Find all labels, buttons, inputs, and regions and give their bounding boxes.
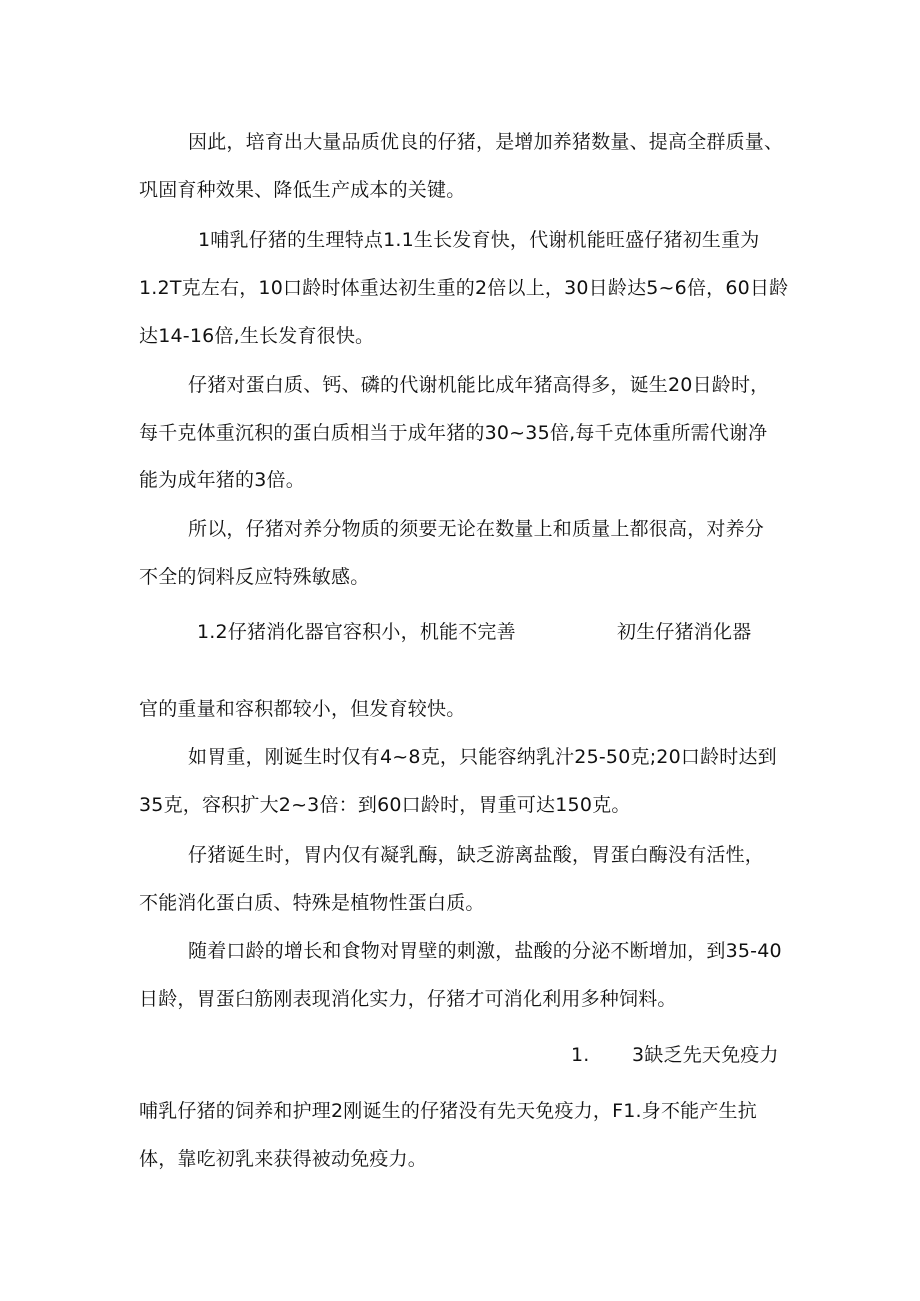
text-line: 如胃重，刚诞生时仅有4~8克，只能容纳乳汁25-50克;20口龄时达到 (188, 746, 777, 768)
text-line: 不能消化蛋白质、特殊是植物性蛋白质。 (139, 892, 485, 914)
text-line: 官的重量和容积都较小，但发育较快。 (139, 698, 466, 720)
section-number: 1. (571, 1044, 590, 1066)
text-line: 达14-16倍,生长发育很快。 (139, 325, 375, 347)
text-line: 不全的饲料反应特殊敏感。 (139, 566, 370, 588)
text-line: 初生仔猪消化器 (617, 621, 752, 643)
text-line: 1哺乳仔猪的生理特点1.1生长发育快，代谢机能旺盛仔猪初生重为 (198, 229, 760, 251)
text-line: 体，靠吃初乳来获得被动免疫力。 (139, 1148, 428, 1170)
text-line: 所以，仔猪对养分物质的须要无论在数量上和质量上都很高，对养分 (188, 518, 765, 540)
text-line: 能为成年猪的3倍。 (139, 469, 305, 491)
text-line: 日龄，胃蛋臼筋刚表现消化实力，仔猪才可消化利用多种饲料。 (139, 988, 677, 1010)
text-line: 因此，培育出大量品质优良的仔猪，是增加养猪数量、提高全群质量、 (188, 131, 784, 153)
text-line: 35克，容积扩大2~3倍：到60口龄时，胃重可达150克。 (139, 794, 631, 816)
section-heading-1-2: 1.2仔猪消化器官容积小，机能不完善 (197, 621, 516, 643)
text-line: 巩固育种效果、降低生产成本的关键。 (139, 179, 466, 201)
section-heading-1-3: 3缺乏先天免疫力 (632, 1044, 779, 1066)
text-line: 仔猪对蛋白质、钙、磷的代谢机能比成年猪高得多，诞生20日龄时， (188, 374, 770, 396)
text-line: 随着口龄的增长和食物对胃壁的刺激，盐酸的分泌不断增加，到35-40 (188, 940, 782, 962)
text-line: 仔猪诞生时，胃内仅有凝乳酶，缺乏游离盐酸，胃蛋白酶没有活性， (188, 844, 765, 866)
text-line: 1.2T克左右，10口龄时体重达初生重的2倍以上，30日龄达5~6倍，60日龄 (139, 277, 789, 299)
text-line: 哺乳仔猪的饲养和护理2刚诞生的仔猪没有先天免疫力，F1.身不能产生抗 (139, 1100, 757, 1122)
text-line: 每千克体重沉积的蛋白质相当于成年猪的30~35倍,每千克体重所需代谢净 (139, 422, 768, 444)
